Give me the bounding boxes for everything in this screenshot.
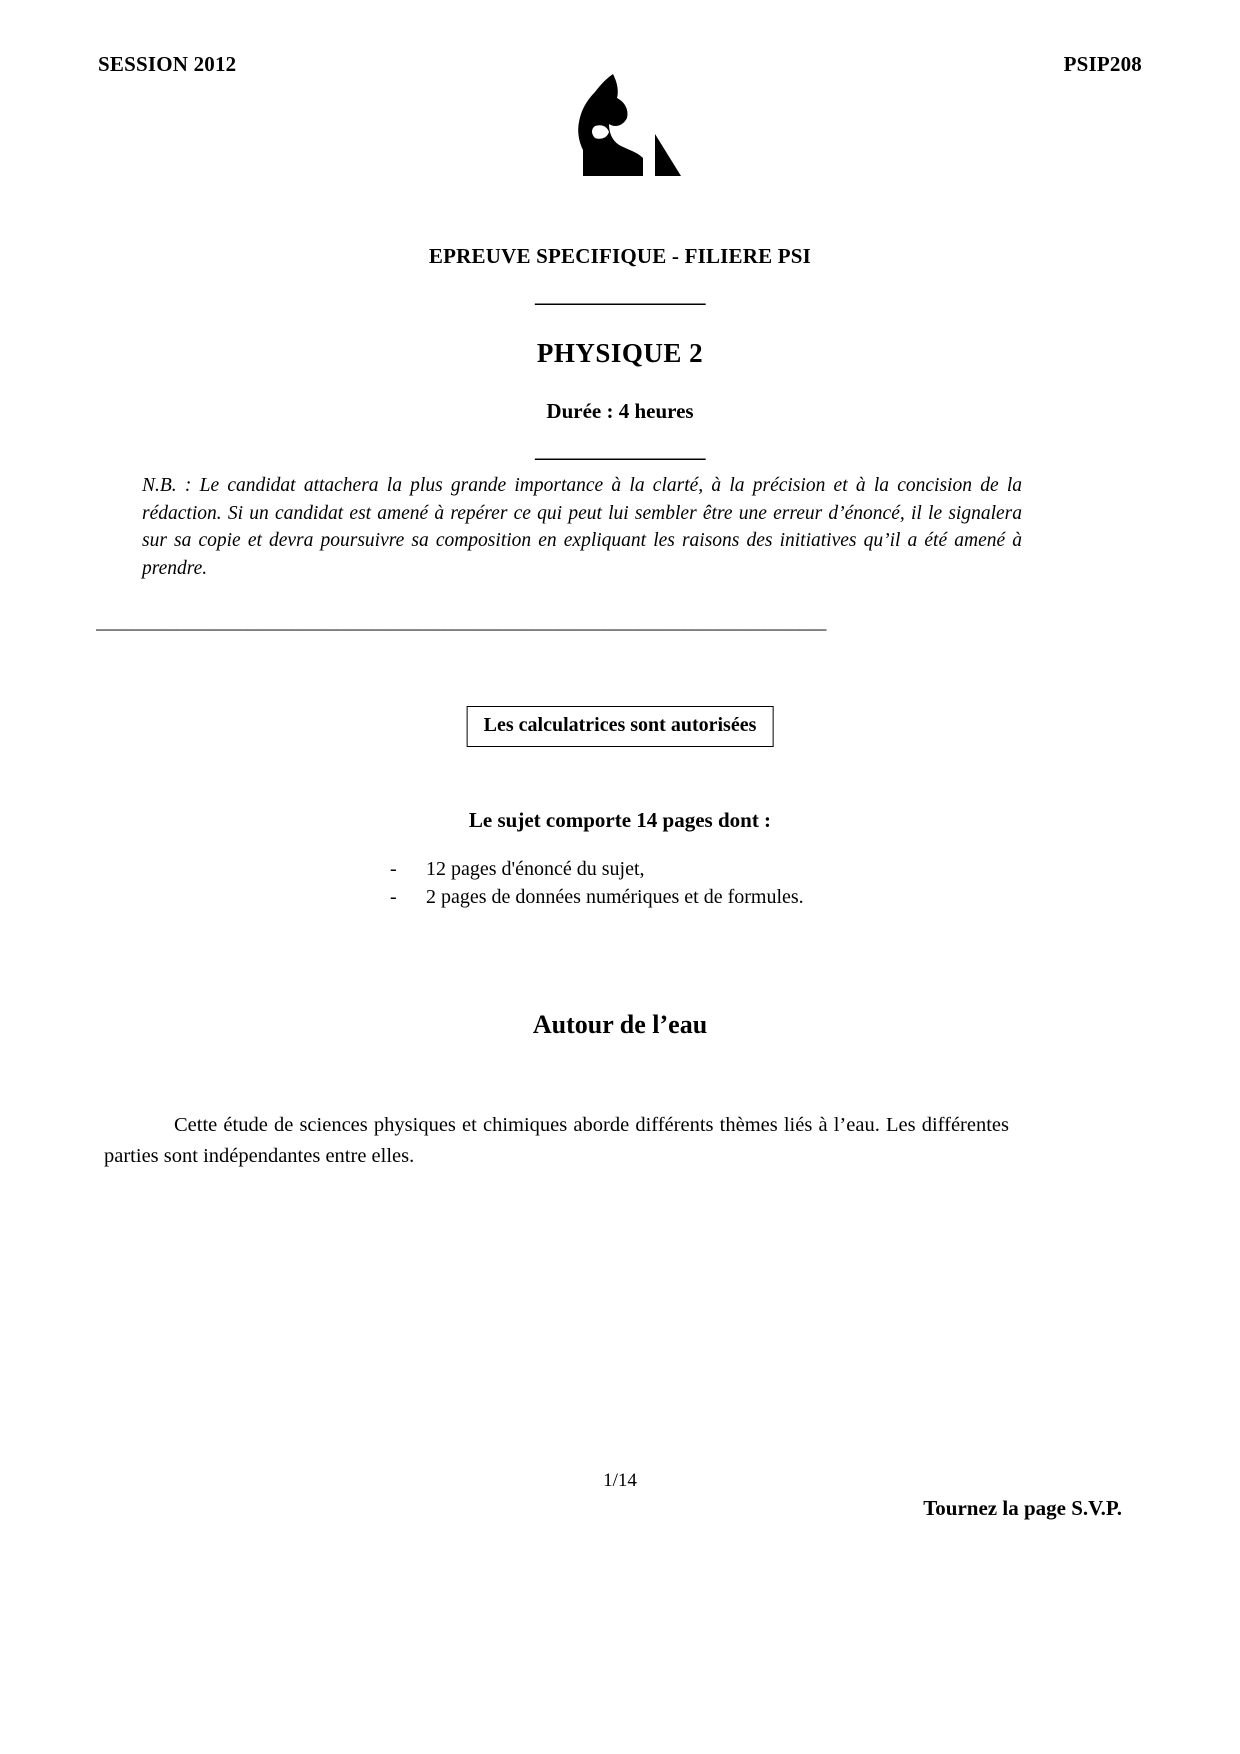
list-item-label: 2 pages de données numériques et de formules. — [426, 886, 804, 908]
list-bullet: - — [390, 886, 397, 908]
list-item — [390, 883, 804, 911]
horizontal-divider: __________________________________________________________________________________ — [96, 612, 826, 633]
concours-logo-icon — [555, 72, 685, 197]
turn-page-notice: Tournez la page S.V.P. — [923, 1496, 1122, 1520]
exam-code-label: PSIP208 — [1063, 52, 1142, 76]
list-item — [390, 855, 804, 883]
pages-count-title: Le sujet comporte 14 pages dont : — [468, 808, 772, 832]
subject-heading: Autour de l’eau — [532, 1010, 708, 1039]
epreuve-line: EPREUVE SPECIFIQUE - FILIERE PSI — [428, 244, 812, 268]
list-bullet: - — [390, 858, 397, 880]
duration-label: Durée : 4 heures — [546, 399, 694, 423]
logo-container — [0, 72, 1240, 197]
page-title: PHYSIQUE 2 — [536, 338, 704, 368]
exam-title-block — [0, 244, 1240, 463]
page-number: 1/14 — [603, 1470, 637, 1491]
session-label: SESSION 2012 — [98, 52, 237, 76]
list-item-label: 12 pages d'énoncé du sujet, — [426, 858, 645, 880]
pages-breakdown-list — [390, 855, 804, 911]
calculators-allowed-box: Les calculatrices sont autorisées — [467, 706, 774, 747]
separator-bottom: _________________ — [535, 438, 705, 462]
separator-top: _________________ — [535, 283, 705, 307]
notice-paragraph: N.B. : Le candidat attachera la plus grande importance à la clarté, à la précision et à la concision de la rédaction. Si un candidat est amené à repérer ce qui peut lui sembler être une erreur d’énoncé, il le signalera sur sa copie et devra poursuivre sa composition en expliquant les raisons des initiatives qu’il a été amené à prendre. — [142, 475, 1022, 580]
intro-paragraph: Cette étude de sciences physiques et chimiques aborde différents thèmes liés à l’eau. Les différentes parties sont indépendantes entre elles. — [104, 1114, 1009, 1167]
